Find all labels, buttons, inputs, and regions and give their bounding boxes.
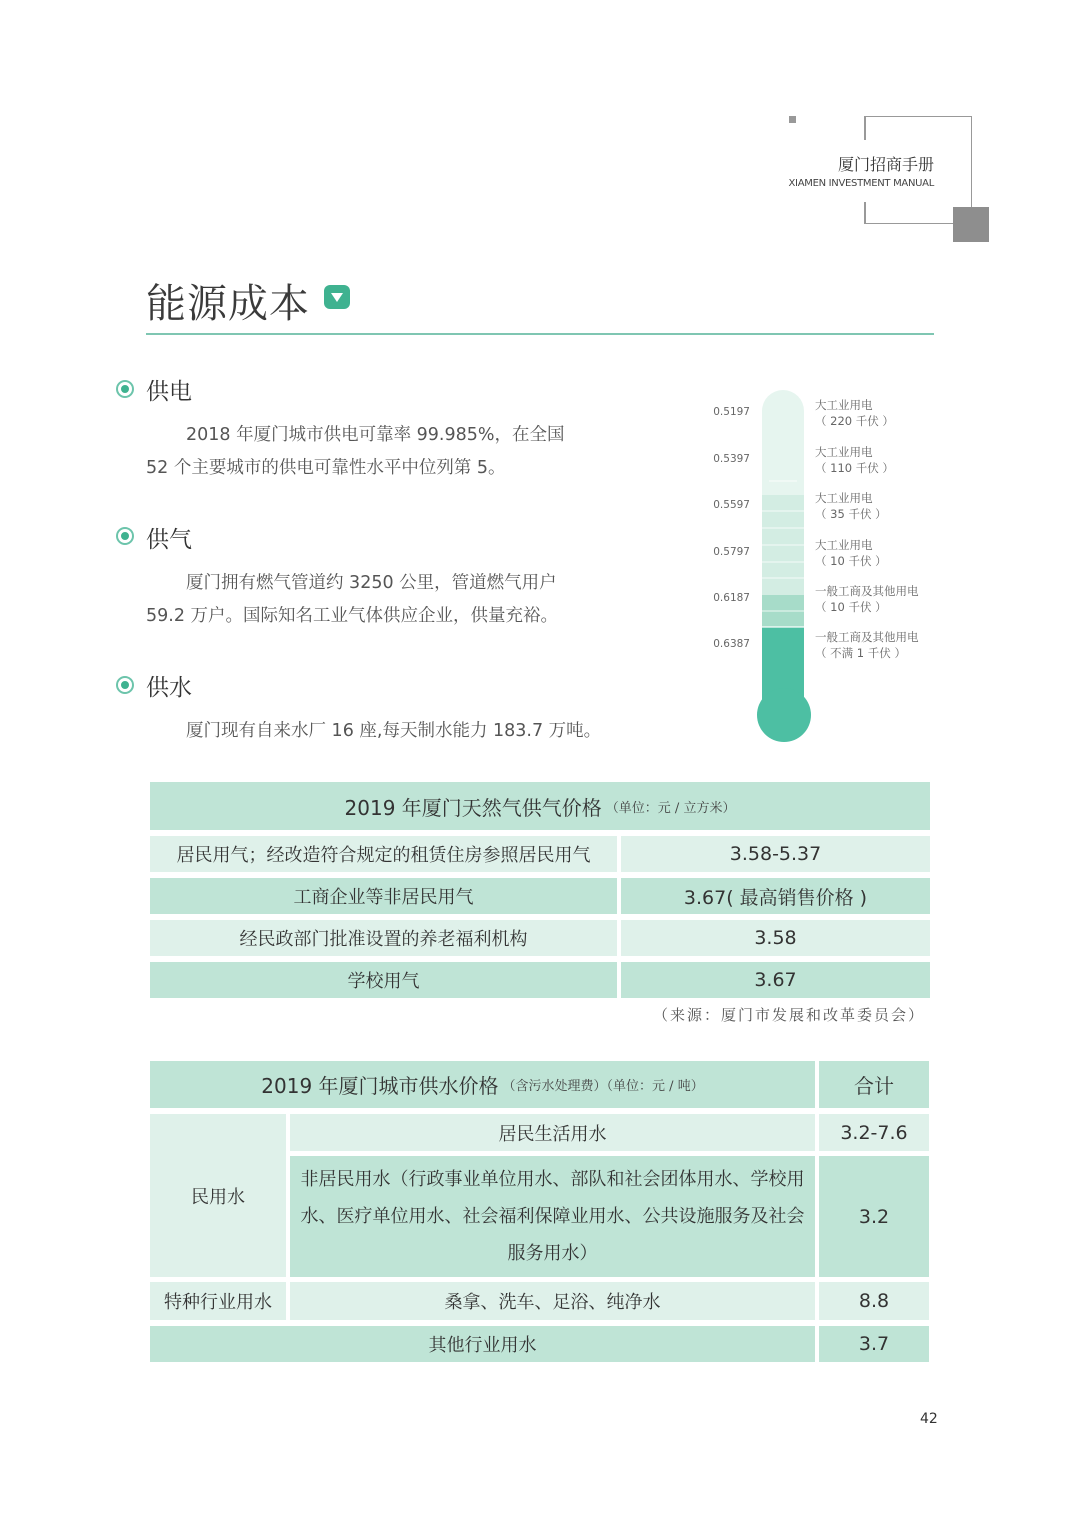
tier-name: 大工业用电 <box>815 445 873 459</box>
civil-water-cell: 民用水 <box>150 1114 286 1277</box>
header-frame-edge <box>864 116 866 140</box>
tier-name: 大工业用电 <box>815 538 873 552</box>
bullet-icon <box>116 676 134 694</box>
tier-label <box>815 583 919 615</box>
tier-value: 0.6387 <box>713 638 750 650</box>
tier-name: 一般工商及其他用电 <box>815 630 919 644</box>
thermometer-segment <box>762 415 804 495</box>
manual-title-en: XIAMEN INVESTMENT MANUAL <box>785 178 935 189</box>
section-text-power <box>146 419 616 485</box>
text-line: 59.2 万户。国际知名工业气体供应企业，供量充裕。 <box>146 606 559 626</box>
text-line: 厦门拥有燃气管道约 3250 公里，管道燃气用户 <box>186 573 557 593</box>
text-line: 52 个主要城市的供电可靠性水平中位列第 5。 <box>146 458 506 478</box>
tier-value: 0.5397 <box>713 453 750 465</box>
special-water-cell: 特种行业用水 <box>150 1282 286 1320</box>
title-divider <box>146 333 934 335</box>
gas-table-unit: （单位：元 / 立方米） <box>605 800 736 816</box>
tier-value: 0.6187 <box>713 592 750 604</box>
thermometer-graphic <box>750 385 820 755</box>
header-decor-block <box>953 207 989 242</box>
resident-water-cell: 居民生活用水 <box>290 1114 815 1151</box>
section-title-water: 供水 <box>146 675 192 701</box>
tier-label <box>815 537 887 569</box>
source-note: （来源：厦门市发展和改革委员会） <box>652 1006 925 1024</box>
section-text-gas <box>146 567 616 633</box>
nonresident-water-price: 3.2 <box>819 1156 929 1277</box>
gas-row-price: 3.58-5.37 <box>621 836 930 872</box>
gas-row-price: 3.67 <box>621 962 930 998</box>
tier-voltage: （ 35 千伏 ） <box>815 507 887 521</box>
text-line: 2018 年厦门城市供电可靠率 99.985%，在全国 <box>186 425 565 445</box>
tier-voltage: （ 10 千伏 ） <box>815 600 887 614</box>
tier-voltage: （ 不满 1 千伏 ） <box>815 646 906 660</box>
tier-label <box>815 397 894 429</box>
tier-voltage: （ 220 千伏 ） <box>815 414 894 428</box>
gas-row-item: 工商企业等非居民用气 <box>150 878 617 914</box>
water-table-title: 2019 年厦门城市供水价格 <box>261 1074 499 1098</box>
other-water-price: 3.7 <box>819 1326 929 1362</box>
tier-value: 0.5597 <box>713 499 750 511</box>
bullet-icon <box>116 527 134 545</box>
section-title-power: 供电 <box>146 379 192 405</box>
gas-row-item: 经民政部门批准设置的养老福利机构 <box>150 920 617 956</box>
gas-table-title: 2019 年厦门天然气供气价格 <box>344 795 602 820</box>
tier-label <box>815 490 887 522</box>
bullet-icon <box>116 380 134 398</box>
header-frame-edge <box>864 202 866 224</box>
triangle-down-icon <box>324 285 350 309</box>
other-water-cell: 其他行业用水 <box>150 1326 815 1362</box>
water-table-header <box>150 1061 815 1108</box>
tier-name: 一般工商及其他用电 <box>815 584 919 598</box>
tier-value: 0.5797 <box>713 546 750 558</box>
tier-voltage: （ 110 千伏 ） <box>815 461 894 475</box>
special-water-price: 8.8 <box>819 1282 929 1320</box>
gas-row-price: 3.67( 最高销售价格 ) <box>621 878 930 914</box>
text-line: 厦门现有自来水厂 16 座,每天制水能力 183.7 万吨。 <box>186 721 602 741</box>
section-text-water <box>146 715 646 748</box>
special-water-items: 桑拿、洗车、足浴、纯净水 <box>290 1282 815 1320</box>
tier-label <box>815 444 894 476</box>
tier-name: 大工业用电 <box>815 398 873 412</box>
resident-water-price: 3.2-7.6 <box>819 1114 929 1151</box>
thermometer-bulb <box>757 688 811 742</box>
water-table-note: （含污水处理费）（单位：元 / 吨） <box>502 1079 704 1094</box>
water-total-header: 合计 <box>819 1061 929 1108</box>
gas-row-item: 学校用气 <box>150 962 617 998</box>
section-title-gas: 供气 <box>146 527 192 553</box>
tier-value: 0.5197 <box>713 406 750 418</box>
header-decor-square <box>789 116 796 123</box>
gas-row-item: 居民用气；经改造符合规定的租赁住房参照居民用气 <box>150 836 617 872</box>
gas-table-header <box>150 782 930 830</box>
tier-voltage: （ 10 千伏 ） <box>815 554 887 568</box>
page-title: 能源成本 <box>146 281 310 327</box>
manual-title: 厦门招商手册 <box>834 152 934 175</box>
tier-label <box>815 629 919 661</box>
tier-name: 大工业用电 <box>815 491 873 505</box>
nonresident-water-cell: 非居民用水（行政事业单位用水、部队和社会团体用水、学校用水、医疗单位用水、社会福利保障业用水、公共设施服务及社会服务用水） <box>290 1156 815 1277</box>
gas-row-price: 3.58 <box>621 920 930 956</box>
page-number: 42 <box>920 1411 938 1427</box>
